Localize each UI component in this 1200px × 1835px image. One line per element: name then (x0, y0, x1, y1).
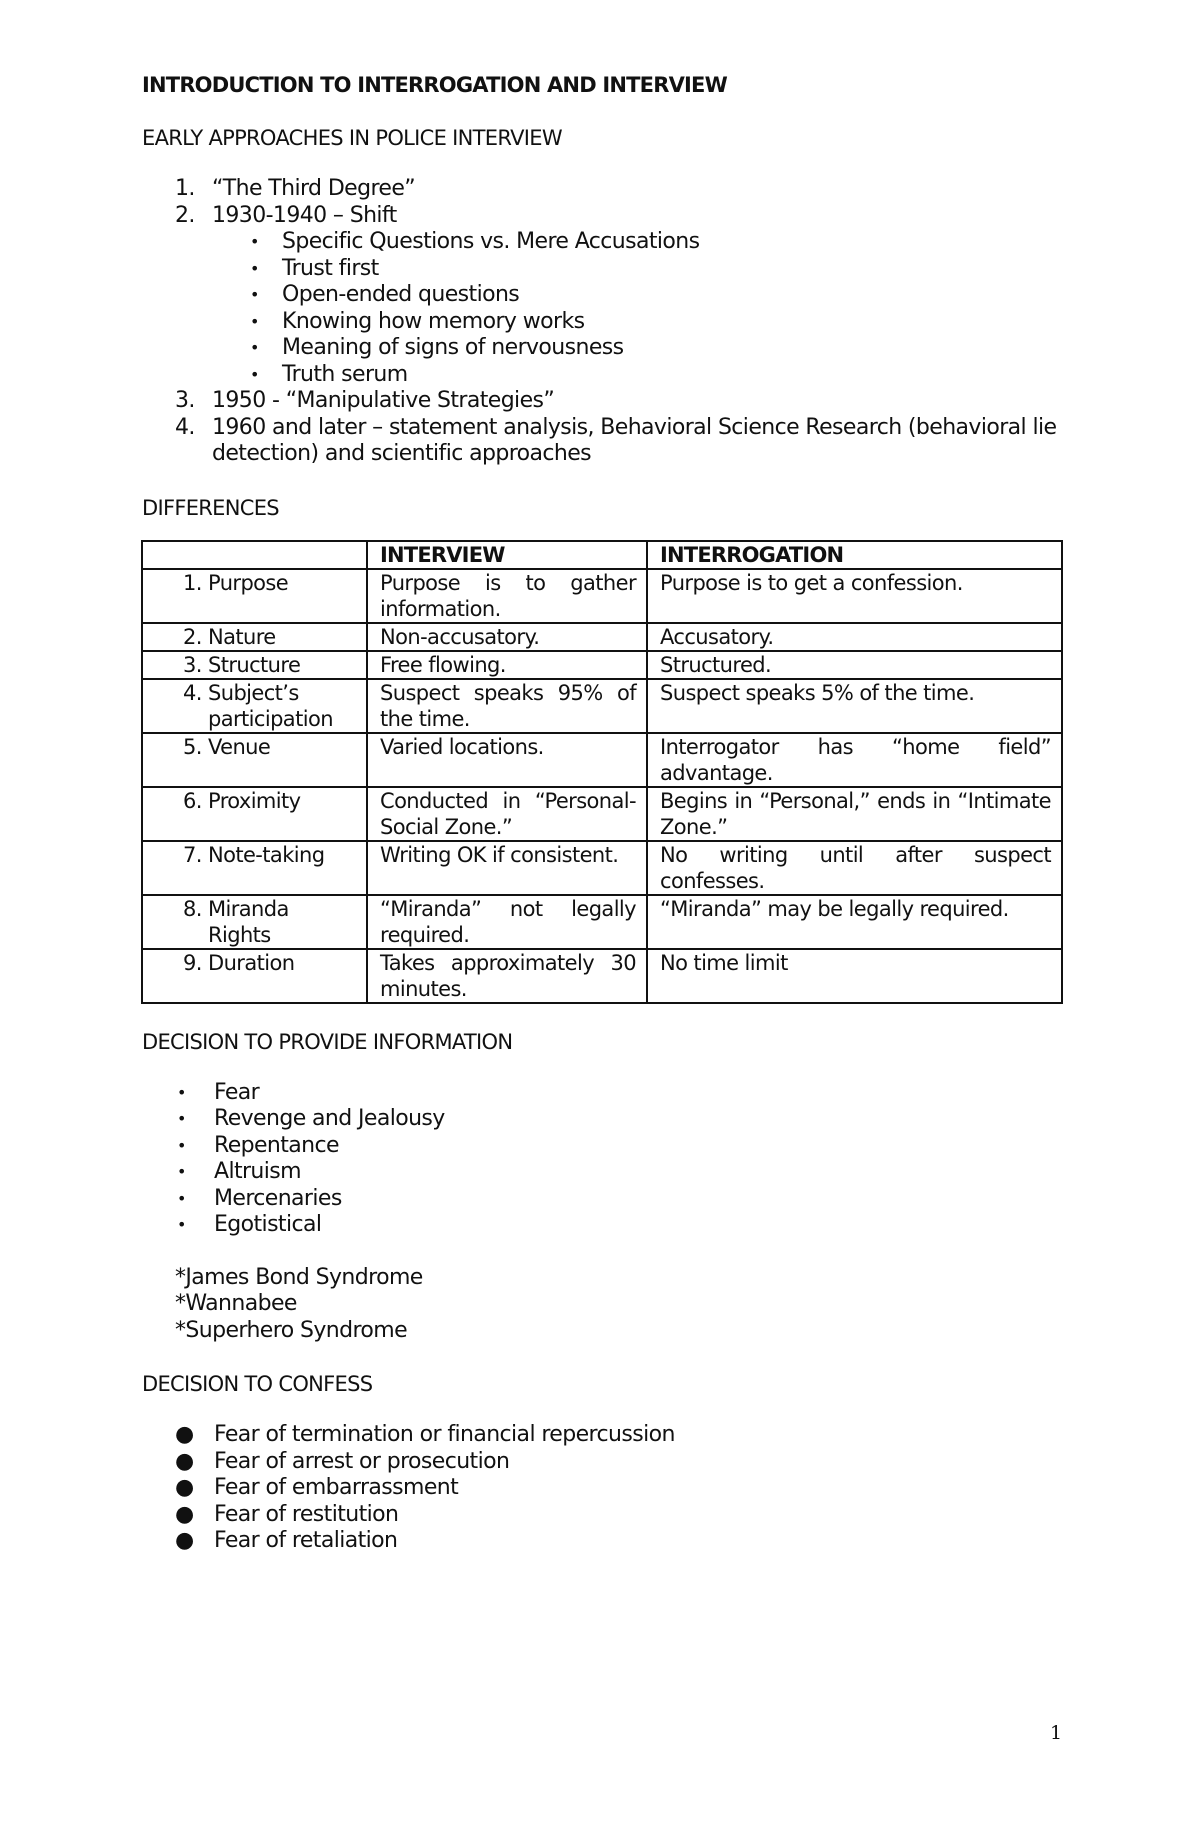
decision-provide-heading: DECISION TO PROVIDE INFORMATION (142, 1029, 513, 1054)
bullet-icon: ● (175, 1448, 194, 1474)
bullet-icon: • (177, 1109, 186, 1128)
interview-cell: Purpose is to gather information. (367, 569, 647, 623)
sub-list-item-text: Meaning of signs of nervousness (282, 335, 624, 360)
row-label-cell (142, 679, 367, 733)
interrogation-cell: Accusatory. (647, 623, 1062, 651)
list-item (142, 1159, 1062, 1186)
sub-list-item-text: Open-ended questions (282, 282, 520, 307)
interrogation-cell: Purpose is to get a confession. (647, 569, 1062, 623)
list-item (142, 1212, 1062, 1239)
list-number: 4. (175, 414, 195, 440)
list-item (142, 1528, 1062, 1555)
row-number: 2. (183, 624, 202, 649)
list-item-text: Fear of retaliation (214, 1528, 398, 1553)
interview-cell: Non-accusatory. (367, 623, 647, 651)
row-label: Purpose (208, 570, 289, 595)
bullet-icon: • (177, 1135, 186, 1155)
interrogation-cell: Structured. (647, 651, 1062, 679)
list-item-text: Fear (214, 1079, 260, 1105)
differences-table (141, 540, 1063, 1004)
row-number: 3. (183, 652, 202, 677)
table-row (142, 733, 1062, 787)
table-header-cell: INTERVIEW (367, 541, 647, 569)
interview-cell: Suspect speaks 95% of the time. (367, 679, 647, 733)
list-item (142, 1106, 1062, 1133)
differences-heading: DIFFERENCES (142, 495, 279, 520)
bullet-icon: ● (175, 1422, 194, 1447)
interrogation-cell: No time limit (647, 949, 1062, 1003)
list-item-text: 1930-1940 – Shift (212, 202, 397, 228)
list-item-text: Altruism (214, 1159, 301, 1184)
row-label: Nature (208, 624, 276, 649)
list-item-text: 1950 - “Manipulative Strategies” (212, 388, 555, 413)
row-number: 9. (183, 950, 202, 975)
table-header-row (142, 541, 1062, 569)
sub-list-item (142, 309, 1062, 336)
bullet-icon: ● (175, 1528, 194, 1553)
early-approaches-list (142, 176, 1062, 229)
list-item-text: Fear of termination or financial repercussion (214, 1422, 675, 1447)
row-label-cell (142, 949, 367, 1003)
bullet-icon: • (250, 285, 259, 304)
note-line: *James Bond Syndrome (175, 1264, 423, 1290)
list-item (142, 415, 1062, 468)
row-label-cell (142, 895, 367, 949)
bullet-icon: • (250, 338, 259, 357)
row-number: 1. (183, 570, 202, 595)
list-item (142, 1186, 1062, 1213)
sub-list-item (142, 362, 1062, 389)
table-row (142, 895, 1062, 949)
table-row (142, 787, 1062, 841)
sub-list-item-text: Truth serum (282, 361, 408, 387)
decision-confess-heading: DECISION TO CONFESS (142, 1372, 373, 1396)
list-item (142, 1133, 1062, 1160)
interview-cell: Writing OK if consistent. (367, 841, 647, 895)
row-label-cell (142, 569, 367, 623)
row-label: Structure (208, 652, 301, 677)
list-item-text: Fear of embarrassment (214, 1475, 459, 1500)
list-item-text: Repentance (214, 1132, 339, 1158)
list-item (142, 1449, 1062, 1476)
row-label-cell (142, 733, 367, 787)
list-number: 2. (175, 202, 195, 228)
document-title: INTRODUCTION TO INTERROGATION AND INTERVIEW (142, 73, 727, 97)
list-item-text: Fear of restitution (214, 1501, 399, 1527)
interview-cell: Free flowing. (367, 651, 647, 679)
bullet-icon: • (177, 1215, 186, 1234)
list-item (142, 203, 1062, 230)
interview-cell: “Miranda” not legally required. (367, 895, 647, 949)
row-label: Note-taking (208, 842, 325, 867)
bullet-icon: • (177, 1082, 186, 1102)
sub-list-item-text: Knowing how memory works (282, 308, 585, 334)
interview-cell: Takes approximately 30 minutes. (367, 949, 647, 1003)
sub-list-item-text: Specific Questions vs. Mere Accusations (282, 229, 700, 254)
list-item (142, 1080, 1062, 1107)
early-approaches-list-continued (142, 388, 1062, 468)
sub-list-item (142, 229, 1062, 256)
bullet-icon: ● (175, 1475, 194, 1500)
list-item-text: Revenge and Jealousy (214, 1106, 445, 1131)
row-label: Miranda Rights (208, 896, 289, 947)
row-label-cell (142, 841, 367, 895)
syndrome-notes (142, 1265, 1062, 1345)
table-row (142, 623, 1062, 651)
sub-list-item (142, 335, 1062, 362)
row-label: Subject’s participation (208, 680, 333, 731)
interrogation-cell: Begins in “Personal,” ends in “Intimate Zone.” (647, 787, 1062, 841)
interview-cell: Conducted in “Personal-Social Zone.” (367, 787, 647, 841)
list-item (142, 1502, 1062, 1529)
row-label-cell (142, 787, 367, 841)
sub-list-item-text: Trust first (282, 255, 379, 281)
interrogation-cell: Interrogator has “home field” advantage. (647, 733, 1062, 787)
list-item (142, 388, 1062, 415)
table-header-cell: INTERROGATION (647, 541, 1062, 569)
interrogation-cell: No writing until after suspect confesses. (647, 841, 1062, 895)
bullet-icon: • (250, 232, 259, 251)
page-number: 1 (1050, 1722, 1063, 1744)
decision-confess-list (142, 1422, 1062, 1555)
interview-cell: Varied locations. (367, 733, 647, 787)
list-item-text: Egotistical (214, 1212, 322, 1237)
bullet-icon: • (177, 1188, 186, 1208)
row-label: Venue (208, 734, 271, 759)
row-number: 8. (183, 896, 202, 921)
row-number: 6. (183, 788, 202, 813)
row-label: Proximity (208, 788, 301, 813)
bullet-icon: • (250, 364, 259, 384)
row-label-cell (142, 623, 367, 651)
list-item-text: Mercenaries (214, 1185, 342, 1211)
decision-provide-list (142, 1080, 1062, 1239)
table-row (142, 841, 1062, 895)
row-number: 4. (183, 680, 202, 705)
row-label: Duration (208, 950, 295, 975)
list-number: 1. (175, 176, 195, 201)
sub-list-item (142, 282, 1062, 309)
interrogation-cell: “Miranda” may be legally required. (647, 895, 1062, 949)
list-item-text: Fear of arrest or prosecution (214, 1448, 510, 1474)
table-row (142, 651, 1062, 679)
document-page (142, 70, 1062, 1555)
bullet-icon: ● (175, 1501, 194, 1527)
list-item (142, 1475, 1062, 1502)
table-row (142, 569, 1062, 623)
note-line: *Superhero Syndrome (175, 1317, 408, 1343)
note-line: *Wannabee (175, 1291, 297, 1316)
list-number: 3. (175, 388, 195, 413)
table-row (142, 679, 1062, 733)
list-item-text: “The Third Degree” (212, 176, 416, 201)
shift-sublist (142, 229, 1062, 388)
sub-list-item (142, 256, 1062, 283)
bullet-icon: • (250, 311, 259, 331)
table-header-cell (142, 541, 367, 569)
early-approaches-heading: EARLY APPROACHES IN POLICE INTERVIEW (142, 126, 562, 150)
list-item-text: 1960 and later – statement analysis, Behavioral Science Research (behavioral lie detection) and scientific approaches (212, 414, 1057, 466)
list-item (142, 176, 1062, 203)
row-number: 7. (183, 842, 202, 867)
table-row (142, 949, 1062, 1003)
row-number: 5. (183, 734, 202, 759)
bullet-icon: • (250, 258, 259, 278)
list-item (142, 1422, 1062, 1449)
bullet-icon: • (177, 1162, 186, 1181)
interrogation-cell: Suspect speaks 5% of the time. (647, 679, 1062, 733)
row-label-cell (142, 651, 367, 679)
